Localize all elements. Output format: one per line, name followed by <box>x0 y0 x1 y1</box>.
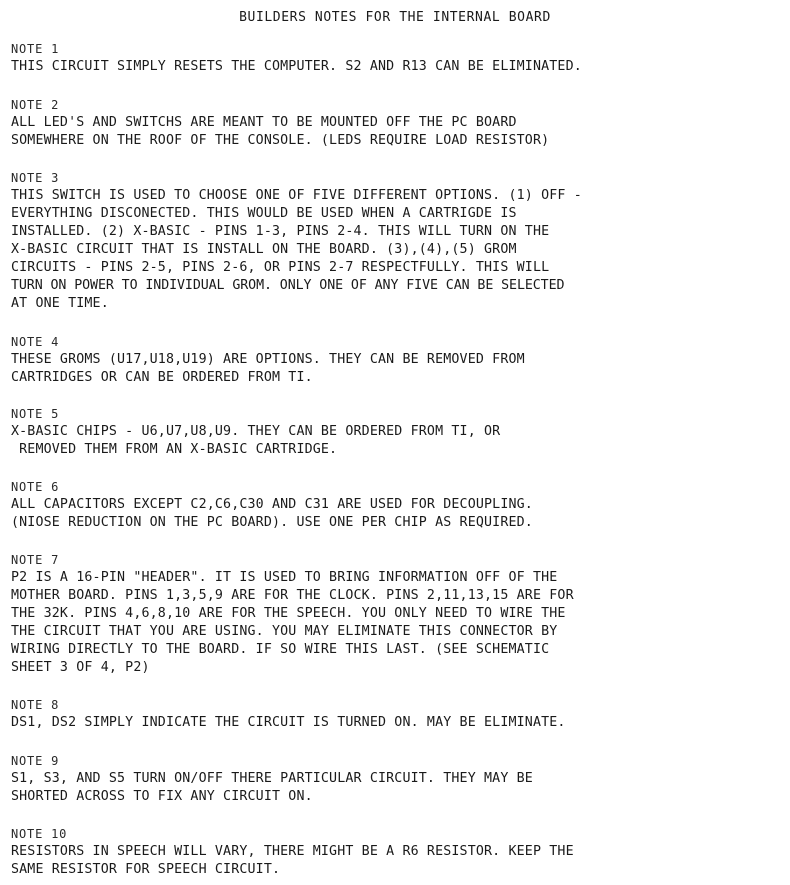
note-line: WIRING DIRECTLY TO THE BOARD. IF SO WIRE THIS LAST. (SEE SCHEMATIC <box>11 642 550 657</box>
note-line: AT ONE TIME. <box>11 296 109 311</box>
note-4 <box>11 333 786 387</box>
note-line: ALL CAPACITORS EXCEPT C2,C6,C30 AND C31 ARE USED FOR DECOUPLING. <box>11 497 533 512</box>
note-10 <box>11 825 786 879</box>
note-7 <box>11 551 786 677</box>
note-line: SHORTED ACROSS TO FIX ANY CIRCUIT ON. <box>11 789 313 804</box>
note-line: DS1, DS2 SIMPLY INDICATE THE CIRCUIT IS TURNED ON. MAY BE ELIMINATE. <box>11 715 566 730</box>
note-line: RESISTORS IN SPEECH WILL VARY, THERE MIGHT BE A R6 RESISTOR. KEEP THE <box>11 844 574 859</box>
note-heading: NOTE 3 <box>11 171 60 185</box>
note-line: THE 32K. PINS 4,6,8,10 ARE FOR THE SPEECH. YOU ONLY NEED TO WIRE THE <box>11 606 566 621</box>
note-heading: NOTE 6 <box>11 480 60 494</box>
note-9 <box>11 752 786 806</box>
note-line: CARTRIDGES OR CAN BE ORDERED FROM TI. <box>11 370 313 385</box>
note-line: SOMEWHERE ON THE ROOF OF THE CONSOLE. (LEDS REQUIRE LOAD RESISTOR) <box>11 133 550 148</box>
note-line: CIRCUITS - PINS 2-5, PINS 2-6, OR PINS 2-7 RESPECTFULLY. THIS WILL <box>11 260 550 275</box>
note-heading: NOTE 4 <box>11 335 60 349</box>
note-2 <box>11 96 786 150</box>
note-line: THE CIRCUIT THAT YOU ARE USING. YOU MAY ELIMINATE THIS CONNECTOR BY <box>11 624 558 639</box>
note-line: THIS SWITCH IS USED TO CHOOSE ONE OF FIVE DIFFERENT OPTIONS. (1) OFF - <box>11 188 582 203</box>
note-line: SAME RESISTOR FOR SPEECH CIRCUIT. <box>11 862 281 877</box>
note-line: THESE GROMS (U17,U18,U19) ARE OPTIONS. THEY CAN BE REMOVED FROM <box>11 352 525 367</box>
note-8 <box>11 696 786 732</box>
note-line: TURN ON POWER TO INDIVIDUAL GROM. ONLY ONE OF ANY FIVE CAN BE SELECTED <box>11 278 565 293</box>
note-heading: NOTE 2 <box>11 98 60 112</box>
note-heading: NOTE 9 <box>11 754 60 768</box>
document-title: BUILDERS NOTES FOR THE INTERNAL BOARD <box>239 10 551 25</box>
note-line: REMOVED THEM FROM AN X-BASIC CARTRIDGE. <box>11 442 338 457</box>
note-line: S1, S3, AND S5 TURN ON/OFF THERE PARTICULAR CIRCUIT. THEY MAY BE <box>11 771 533 786</box>
note-3 <box>11 169 786 313</box>
note-1 <box>11 40 786 76</box>
note-heading: NOTE 7 <box>11 553 60 567</box>
note-line: (NIOSE REDUCTION ON THE PC BOARD). USE ONE PER CHIP AS REQUIRED. <box>11 515 533 530</box>
note-line: X-BASIC CHIPS - U6,U7,U8,U9. THEY CAN BE ORDERED FROM TI, OR <box>11 424 501 439</box>
note-line: P2 IS A 16-PIN "HEADER". IT IS USED TO BRING INFORMATION OFF OF THE <box>11 570 558 585</box>
note-heading: NOTE 8 <box>11 698 60 712</box>
note-line: EVERYTHING DISCONECTED. THIS WOULD BE USED WHEN A CARTRIGDE IS <box>11 206 517 221</box>
note-line: INSTALLED. (2) X-BASIC - PINS 1-3, PINS 2-4. THIS WILL TURN ON THE <box>11 224 550 239</box>
note-6 <box>11 478 786 532</box>
note-line: X-BASIC CIRCUIT THAT IS INSTALL ON THE BOARD. (3),(4),(5) GROM <box>11 242 517 257</box>
note-heading: NOTE 5 <box>11 407 60 421</box>
note-heading: NOTE 1 <box>11 42 60 56</box>
note-heading: NOTE 10 <box>11 827 68 841</box>
note-line: ALL LED'S AND SWITCHS ARE MEANT TO BE MOUNTED OFF THE PC BOARD <box>11 115 517 130</box>
note-5 <box>11 405 786 459</box>
note-line: MOTHER BOARD. PINS 1,3,5,9 ARE FOR THE CLOCK. PINS 2,11,13,15 ARE FOR <box>11 588 574 603</box>
note-line: SHEET 3 OF 4, P2) <box>11 660 150 675</box>
note-line: THIS CIRCUIT SIMPLY RESETS THE COMPUTER. S2 AND R13 CAN BE ELIMINATED. <box>11 59 582 74</box>
